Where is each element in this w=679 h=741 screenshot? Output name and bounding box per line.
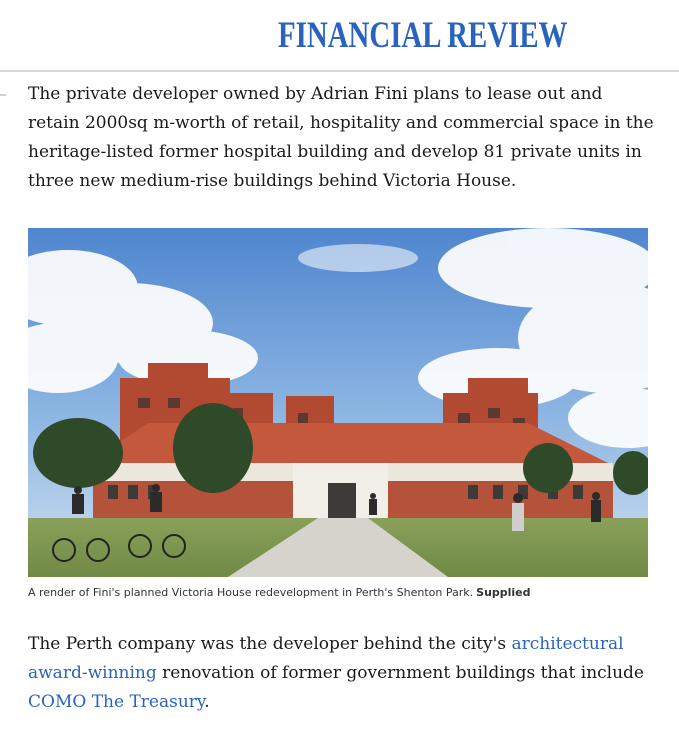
image-caption: [28, 586, 658, 600]
financial-review-logo[interactable]: FINANCIAL REVIEW: [278, 15, 568, 56]
margin-marker: [0, 94, 6, 96]
article-paragraph-2: [28, 630, 658, 717]
caption-text: A render of Fini's planned Victoria House redevelopment in Perth's Shenton Park.: [28, 586, 474, 599]
architectural-award-winning-link[interactable]: architectural award-winning: [28, 634, 624, 683]
article-image[interactable]: [28, 228, 648, 577]
article-paragraph-1: The private developer owned by Adrian Fini plans to lease out and retain 2000sq m-worth of retail, hospitality and commercial space in the heritage-listed former hospital building and develop 81 private units in three new medium-rise buildings behind Victoria House.: [28, 84, 654, 191]
como-the-treasury-link[interactable]: COMO The Treasury: [28, 692, 205, 712]
paragraph-2-text-1: The Perth company was the developer behind the city's: [28, 634, 512, 654]
paragraph-2-text-3: .: [204, 692, 210, 712]
paragraph-2-text-2: renovation of former government buildings that include: [156, 663, 644, 683]
masthead: [0, 0, 679, 72]
caption-credit: Supplied: [476, 586, 531, 599]
